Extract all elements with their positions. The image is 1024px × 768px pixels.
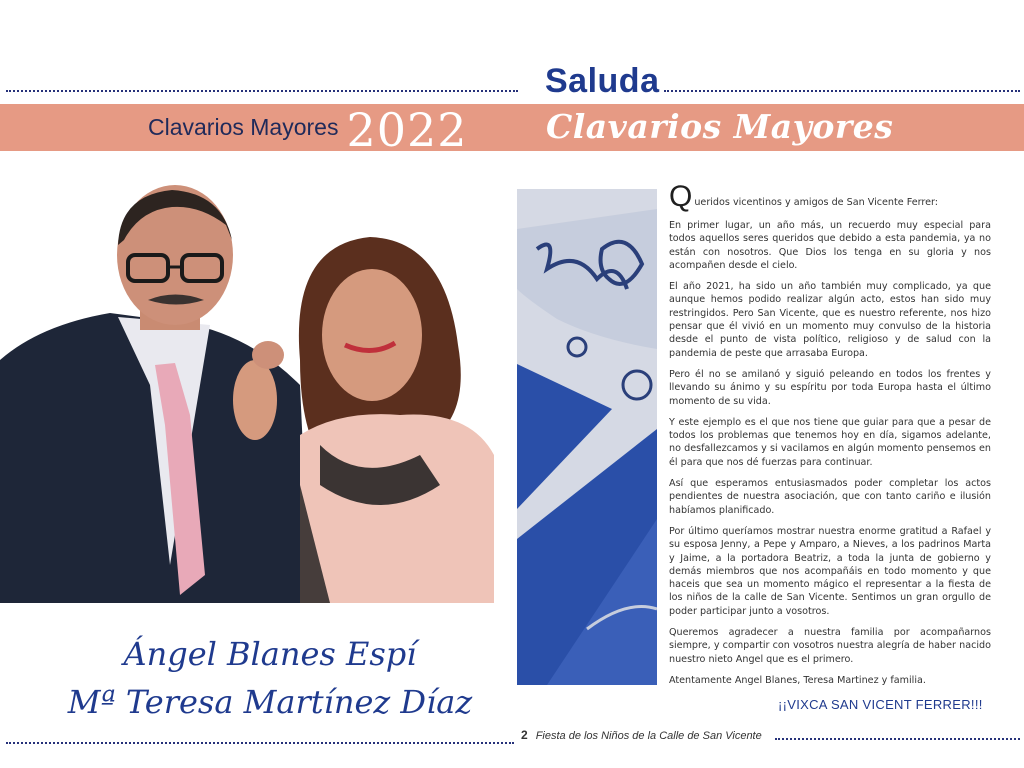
signature-line: Atentamente Angel Blanes, Teresa Martinez y familia. <box>669 674 926 686</box>
bottom-dotted-rule-right <box>775 738 1020 740</box>
couple-photo <box>0 185 494 603</box>
paragraph-5: Así que esperamos entusiasmados poder completar los actos pendientes de nuestra asociación, que con tanto cariño e ilusión habíamos planificado. <box>669 478 991 516</box>
name-first: Ángel Blanes Espí <box>123 635 417 673</box>
letter-body <box>669 180 991 695</box>
page-number: 2 <box>521 728 528 742</box>
page-subtitle: Clavarios Mayores <box>546 107 894 146</box>
page-title: Saluda <box>545 62 660 100</box>
couple-names <box>60 632 480 724</box>
letter-intro <box>669 180 991 213</box>
top-dotted-rule-right <box>664 90 1020 92</box>
left-header-label: Clavarios Mayores <box>148 114 339 140</box>
top-dotted-rule-left <box>6 90 518 92</box>
paragraph-6: Por último queríamos mostrar nuestra enorme gratitud a Rafael y su esposa Jenny, a Pepe y Amparo, a Nieves, a los padrinos Marta y Jaime, a la portadora Beatriz, a toda la junta de gobierno y demás miembros que nos acompañáis en todo momento y que haceis que sea un momento mágico el representar a la fiesta de los niños de la calle de San Vicente. Sentimos un gran orgullo de poder participar junto a vosotros. <box>669 525 991 617</box>
drop-cap: Q <box>669 180 693 213</box>
closing-exclamation: ¡¡VIXCA SAN VICENT FERRER!!! <box>778 697 983 712</box>
paragraph-3: Pero él no se amilanó y siguió peleando en todos los frentes y llevando su ánimo y su espíritu por toda Europa hasta el último momento de su vida. <box>669 368 991 407</box>
paragraph-4: Y este ejemplo es el que nos tiene que guiar para que a pesar de todos los problemas que tenemos hoy en día, sigamos adelante, no desfallezcamos y si vacilamos en algún momento pensemos en él para que nos dé fuerzas para continuar. <box>669 416 991 468</box>
decorative-tile-image <box>517 189 657 685</box>
left-header-year: 2022 <box>346 103 468 157</box>
page-footer <box>521 728 762 742</box>
salutation: ueridos vicentinos y amigos de San Vicente Ferrer: <box>694 197 939 208</box>
publication-title: Fiesta de los Niños de la Calle de San Vicente <box>535 730 762 742</box>
left-header <box>148 103 468 157</box>
paragraph-1: En primer lugar, un año más, un recuerdo muy especial para todos aquellos seres queridos que debido a esta pandemia, ya no están con nosotros. Que Dios los tenga en su gloria y nos acompañen desde el cielo. <box>669 220 991 271</box>
paragraph-7: Queremos agradecer a nuestra familia por acompañarnos siempre, y compartir con vosotros nuestra alegría de haber nacido nuestro nieto Angel que es el primero. <box>669 627 991 665</box>
paragraph-2: El año 2021, ha sido un año también muy complicado, ya que aunque hemos podido realizar algún acto, estos han sido muy restringidos. Pero San Vicente, que es nuestro referente, nos hizo pensar que él vivió en un momento muy convulso de la historia desde el punto de vista político, religioso y de salud con la pandemia de peste que arrasaba Europa. <box>669 281 991 359</box>
name-second: Mª Teresa Martínez Díaz <box>67 683 473 721</box>
bottom-dotted-rule-left <box>6 742 514 744</box>
